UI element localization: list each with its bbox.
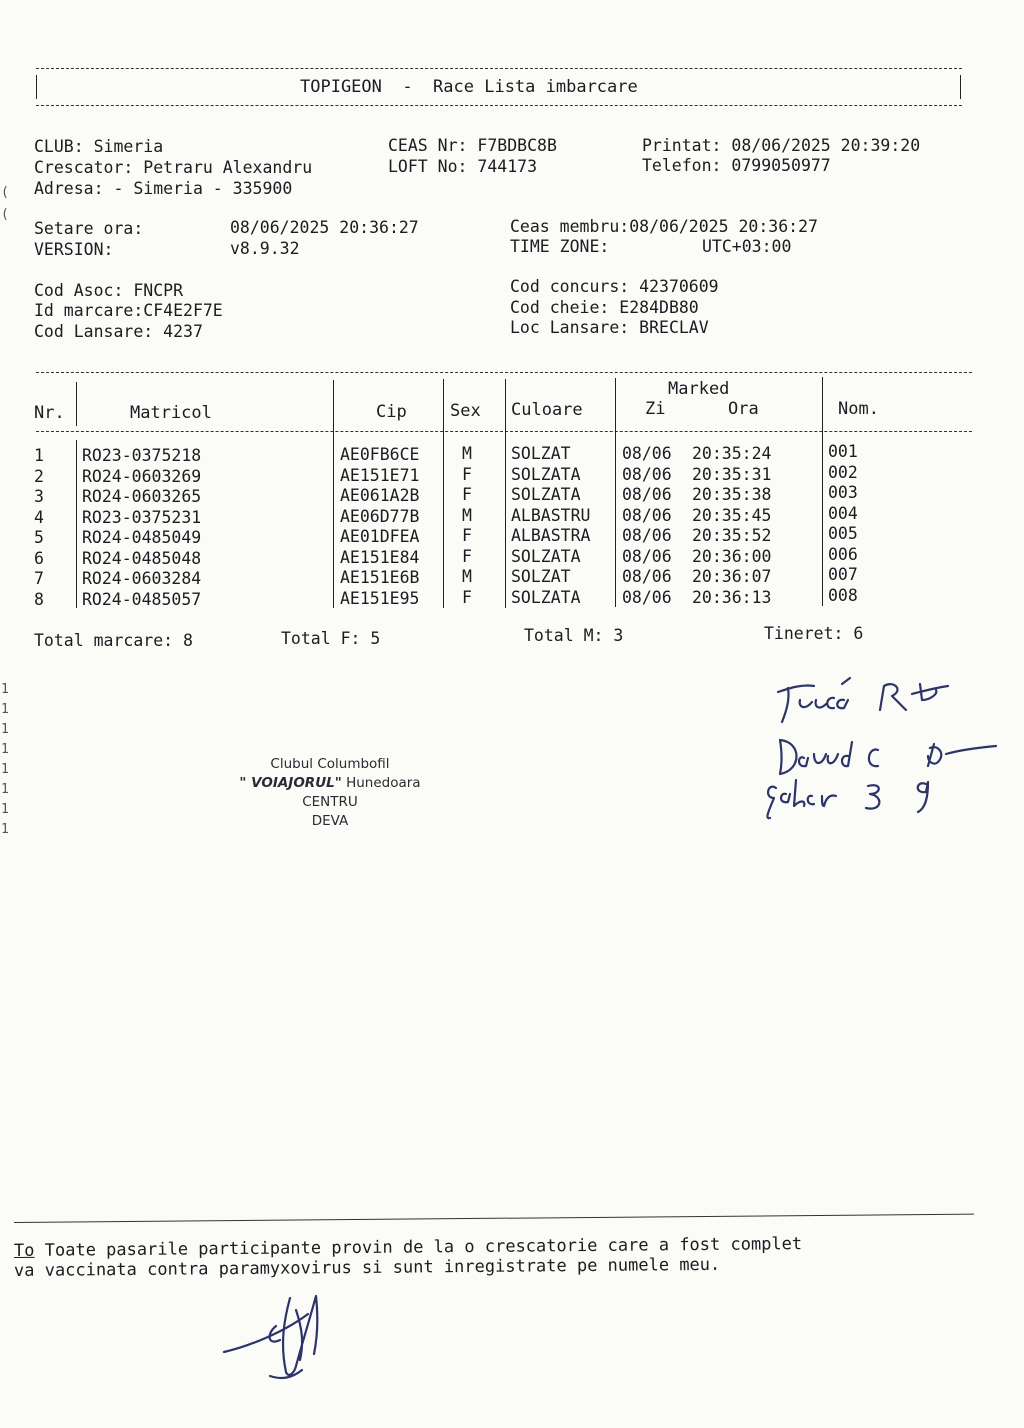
club-name: CLUB: Simeria (34, 137, 164, 156)
cell-nr: 6 (34, 549, 44, 568)
handwritten-signature-3 (767, 780, 928, 818)
col-header-culoare: Culoare (511, 400, 583, 420)
cell-cip: AE151E95 (340, 589, 420, 608)
cell-nr: 3 (34, 487, 44, 506)
version-label: VERSION: (34, 240, 114, 259)
cell-matricol: RO24-0485049 (82, 528, 202, 547)
cell-cip: AE151E84 (340, 548, 420, 567)
cell-nom: 005 (828, 524, 858, 543)
cell-ora: 20:35:45 (692, 506, 772, 525)
col-header-ora: Ora (728, 399, 759, 419)
cell-nom: 003 (828, 483, 858, 502)
declaration-prefix-1: To (13, 1240, 35, 1261)
cell-culoare: SOLZATA (511, 547, 581, 566)
handwritten-names (760, 670, 1020, 830)
adresa: Adresa: - Simeria - 335900 (34, 179, 293, 198)
total-f: Total F: 5 (281, 629, 381, 648)
cell-culoare: ALBASTRU (511, 506, 591, 525)
cell-matricol: RO23-0375218 (82, 446, 202, 465)
cell-ora: 20:35:52 (692, 526, 772, 545)
edge-mark: ( (1, 207, 9, 222)
setare-ora-label: Setare ora: (34, 219, 144, 238)
cell-sex: F (462, 485, 472, 504)
id-marcare: Id marcare:CF4E2F7E (34, 301, 223, 320)
cod-cheie: Cod cheie: E284DB80 (510, 298, 699, 317)
col-header-sex: Sex (450, 401, 481, 421)
edge-mark: 1 (1, 822, 9, 837)
crescator: Crescator: Petraru Alexandru (34, 158, 313, 177)
cell-matricol: RO23-0375231 (82, 508, 202, 527)
col-divider (76, 382, 77, 426)
tineret: Tineret: 6 (764, 624, 864, 643)
cell-nr: 7 (34, 569, 44, 588)
col-divider (443, 379, 444, 608)
time-zone-label: TIME ZONE: (510, 237, 610, 256)
cell-zi: 08/06 (622, 526, 672, 545)
cell-nom: 001 (828, 442, 858, 461)
table-top-rule (36, 372, 972, 373)
cell-sex: F (462, 526, 472, 545)
edge-mark: 1 (1, 802, 9, 817)
cell-zi: 08/06 (622, 465, 672, 484)
cell-sex: M (462, 444, 472, 463)
cell-culoare: SOLZATA (511, 465, 581, 484)
cell-zi: 08/06 (622, 506, 672, 525)
edge-mark: 1 (1, 742, 9, 757)
cell-nr: 8 (34, 590, 44, 609)
col-header-nom: Nom. (838, 399, 879, 419)
stamp-line-1: Clubul Columbofil (270, 756, 390, 772)
owner-signature (210, 1280, 350, 1390)
setare-ora-value: 08/06/2025 20:36:27 (230, 218, 419, 237)
cell-ora: 20:36:07 (692, 567, 772, 586)
header-top-border (36, 68, 962, 69)
cell-cip: AE061A2B (340, 486, 420, 505)
cell-zi: 08/06 (622, 588, 672, 607)
stamp-line-3: CENTRU (302, 794, 358, 810)
cod-concurs: Cod concurs: 42370609 (510, 277, 719, 296)
cell-nr: 2 (34, 467, 44, 486)
col-header-marked: Marked (668, 379, 730, 399)
declaration-rule (14, 1214, 974, 1223)
cell-nom: 008 (828, 586, 858, 605)
cell-cip: AE01DFEA (340, 527, 420, 546)
ceas-membru: Ceas membru:08/06/2025 20:36:27 (510, 217, 818, 236)
cell-ora: 20:36:00 (692, 547, 772, 566)
total-m: Total M: 3 (524, 626, 624, 645)
stamp-line-2 (218, 774, 442, 793)
col-header-nr: Nr. (34, 403, 65, 423)
declaration-text-2: vaccinata contra paramyxovirus si sunt inregistrate pe numele meu. (44, 1254, 721, 1281)
col-divider (822, 377, 823, 606)
cell-zi: 08/06 (622, 485, 672, 504)
cell-sex: F (462, 465, 472, 484)
stamp-club-name: " VOIAJORUL" (239, 775, 342, 791)
declaration-prefix-2: va (13, 1260, 35, 1281)
handwritten-signature-2 (780, 740, 996, 774)
loc-lansare: Loc Lansare: BRECLAV (510, 318, 709, 337)
printat-date: Printat: 08/06/2025 20:39:20 (642, 136, 921, 155)
time-zone-value: UTC+03:00 (702, 237, 792, 256)
cell-nr: 5 (34, 528, 44, 547)
cell-ora: 20:35:38 (692, 485, 772, 504)
cell-culoare: SOLZATA (511, 588, 581, 607)
cod-asoc: Cod Asoc: FNCPR (34, 281, 184, 300)
cell-nom: 006 (828, 545, 858, 564)
handwritten-signature-1 (778, 678, 948, 722)
cell-ora: 20:35:31 (692, 465, 772, 484)
cell-cip: AE0FB6CE (340, 445, 420, 464)
version-value: v8.9.32 (230, 239, 300, 258)
cell-sex: F (462, 547, 472, 566)
cell-nr: 4 (34, 508, 44, 527)
cell-matricol: RO24-0485057 (82, 590, 202, 609)
col-header-zi: Zi (645, 399, 666, 419)
ceas-nr: CEAS Nr: F7BDBC8B (388, 136, 557, 155)
telefon: Telefon: 0799050977 (642, 156, 831, 175)
cell-sex: M (462, 567, 472, 586)
header-left-border (36, 75, 37, 99)
cell-cip: AE151E71 (340, 466, 420, 485)
header-bottom-border (36, 105, 962, 106)
cod-lansare: Cod Lansare: 4237 (34, 322, 203, 341)
cell-culoare: SOLZATA (511, 485, 581, 504)
cell-culoare: SOLZAT (511, 444, 571, 463)
loft-no: LOFT No: 744173 (388, 157, 538, 176)
stamp-line-4: DEVA (311, 813, 349, 829)
cell-ora: 20:36:13 (692, 588, 772, 607)
edge-mark: ( (1, 185, 9, 200)
cell-matricol: RO24-0603269 (82, 467, 202, 486)
document-title: TOPIGEON - Race Lista imbarcare (300, 77, 638, 97)
cell-matricol: RO24-0603284 (82, 569, 202, 588)
edge-mark: 1 (1, 722, 9, 737)
edge-mark: 1 (1, 702, 9, 717)
cell-matricol: RO24-0485048 (82, 549, 202, 568)
cell-sex: M (462, 506, 472, 525)
cell-matricol: RO24-0603265 (82, 487, 202, 506)
cell-nr: 1 (34, 446, 44, 465)
club-stamp (218, 755, 442, 831)
cell-culoare: ALBASTRA (511, 526, 591, 545)
cell-cip: AE06D77B (340, 507, 420, 526)
total-marcare: Total marcare: 8 (34, 631, 193, 650)
declaration-text-1: Toate pasarile participante provin de la o crescatorie care a fost complet (44, 1234, 803, 1261)
edge-mark: 1 (1, 682, 9, 697)
cell-nom: 007 (828, 565, 858, 584)
cell-cip: AE151E6B (340, 568, 420, 587)
cell-zi: 08/06 (622, 547, 672, 566)
cell-nom: 004 (828, 504, 858, 523)
header-right-border (960, 75, 961, 99)
col-divider (505, 379, 506, 608)
col-header-cip: Cip (376, 402, 407, 422)
edge-mark: 1 (1, 762, 9, 777)
cell-zi: 08/06 (622, 444, 672, 463)
col-header-matricol: Matricol (130, 403, 212, 423)
col-divider (333, 380, 334, 608)
cell-culoare: SOLZAT (511, 567, 571, 586)
cell-zi: 08/06 (622, 567, 672, 586)
cell-nom: 002 (828, 463, 858, 482)
cell-ora: 20:35:24 (692, 444, 772, 463)
edge-mark: 1 (1, 782, 9, 797)
col-divider (76, 440, 77, 608)
col-divider (615, 378, 616, 607)
table-header-rule (36, 431, 972, 432)
stamp-city: Hunedoara (341, 775, 421, 791)
cell-sex: F (462, 588, 472, 607)
